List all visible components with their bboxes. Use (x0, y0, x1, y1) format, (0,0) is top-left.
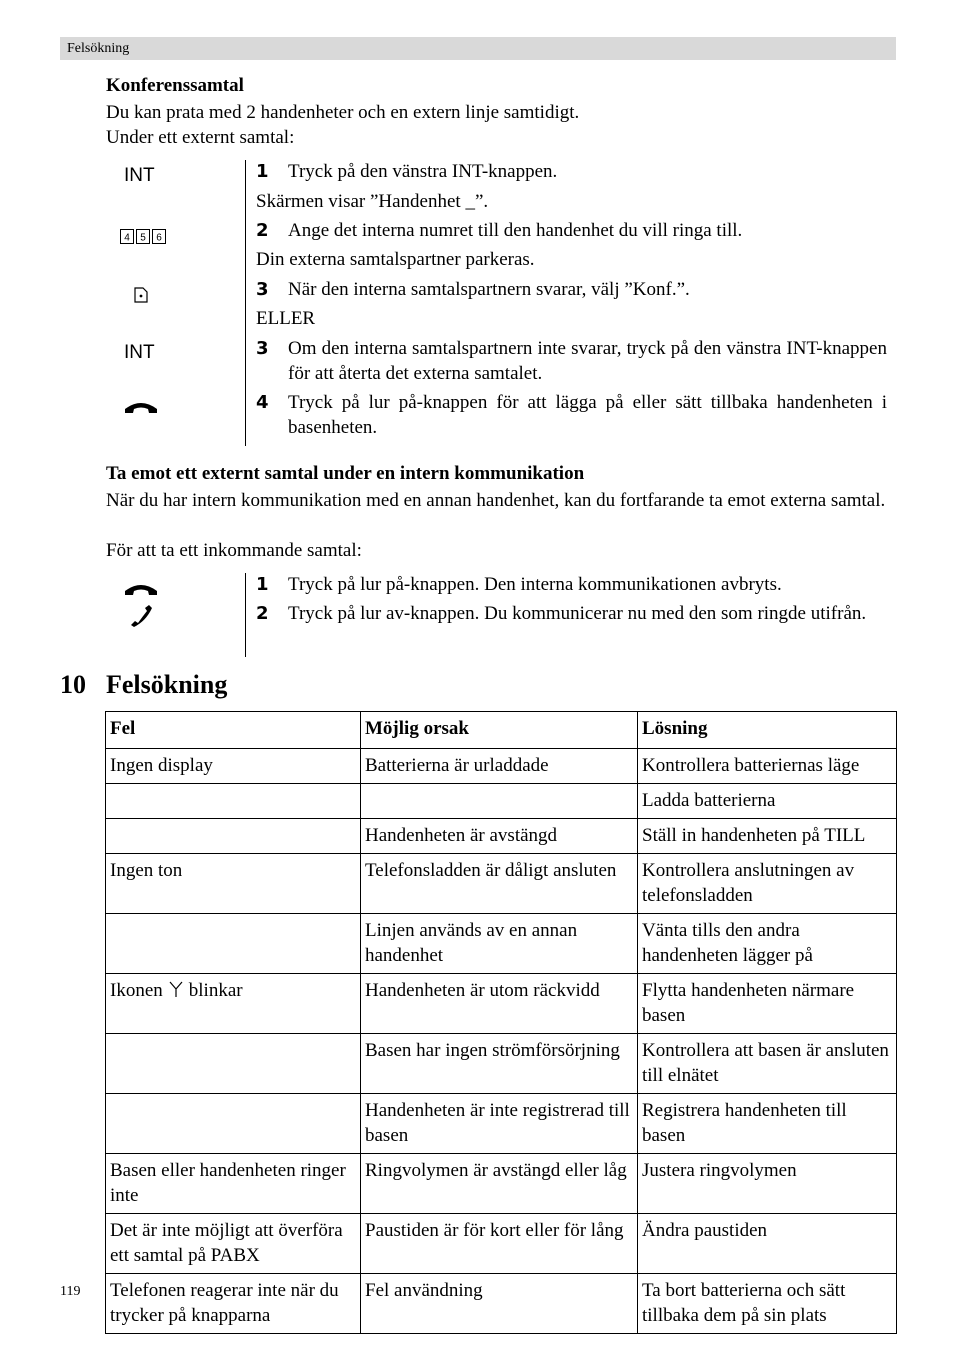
conference-step-4-text: Tryck på lur på-knappen för att lägga på eller sätt tillbaka handenheten i basenheten. (288, 392, 887, 438)
pick-up-icon (129, 605, 153, 634)
cause-cell: Handenheten är inte registrerad till basen (361, 1094, 638, 1154)
table-row (106, 1154, 897, 1214)
solution-cell: Registrera handenheten till basen (638, 1094, 897, 1154)
keypad-456-icon (120, 227, 166, 252)
solution-cell: Ladda batterierna (638, 784, 897, 819)
hang-up-icon (123, 397, 159, 422)
solution-cell: Flytta handenheten närmare basen (638, 974, 897, 1034)
fault-cell: Ingen ton (106, 854, 361, 914)
solution-cell: Ställ in handenheten på TILL (638, 819, 897, 854)
conference-heading: Konferenssamtal (106, 75, 244, 96)
table-row (106, 749, 897, 784)
conference-step-1-number: 1 (256, 161, 269, 182)
receive-step-1-number: 1 (256, 574, 269, 595)
conference-step-1-text: Tryck på den vänstra INT-knappen. (288, 161, 558, 182)
fault-cell: Basen eller handenheten ringer inte (106, 1154, 361, 1214)
table-row (106, 974, 897, 1034)
cause-cell: Telefonsladden är dåligt ansluten (361, 854, 638, 914)
solution-cell: Ändra paustiden (638, 1214, 897, 1274)
receive-step-1-text: Tryck på lur på-knappen. Den interna kommunikationen avbryts. (288, 574, 782, 595)
table-row (106, 1094, 897, 1154)
cause-cell: Linjen används av en annan handenhet (361, 914, 638, 974)
table-row (106, 914, 897, 974)
receive-intro: När du har intern kommunikation med en annan handenhet, kan du fortfarande ta emot externa samtal. (106, 490, 886, 511)
chapter-number: 10 (60, 670, 86, 699)
cause-cell: Paustiden är för kort eller för lång (361, 1214, 638, 1274)
table-row (106, 854, 897, 914)
table-header-row (106, 712, 897, 749)
fault-cell: Ingen display (106, 749, 361, 784)
solution-cell: Justera ringvolymen (638, 1154, 897, 1214)
chapter-heading (60, 668, 227, 702)
header-fault: Fel (106, 712, 361, 749)
running-header (60, 37, 896, 60)
solution-cell: Ta bort batterierna och sätt tillbaka dem på sin plats (638, 1274, 897, 1334)
table-row (106, 1274, 897, 1334)
fault-text-before: Ikonen (110, 980, 163, 1001)
or-separator: ELLER (256, 308, 316, 329)
cause-cell: Fel användning (361, 1274, 638, 1334)
keypad-key-5: 5 (140, 232, 146, 244)
table-row (106, 784, 897, 819)
receive-step-2-text: Tryck på lur av-knappen. Du kommunicerar nu med den som ringde utifrån. (288, 603, 867, 624)
header-cause: Möjlig orsak (361, 712, 638, 749)
screen-note: Skärmen visar ”Handenhet _”. (256, 191, 489, 212)
table-row (106, 1214, 897, 1274)
int-key-icon-2: INT (124, 342, 155, 363)
conference-during: Under ett externt samtal: (106, 127, 295, 148)
table-row (106, 819, 897, 854)
fault-cell (106, 1034, 361, 1094)
fault-cell: Telefonen reagerar inte när du trycker på knapparna (106, 1274, 361, 1334)
fault-cell: Det är inte möjligt att överföra ett samtal på PABX (106, 1214, 361, 1274)
fault-text-after: blinkar (188, 980, 243, 1001)
conference-step-4-number: 4 (256, 392, 269, 413)
receive-step-2-number: 2 (256, 603, 269, 624)
keypad-key-6: 6 (156, 232, 162, 244)
hang-up-icon-2 (123, 579, 159, 604)
steps-divider (245, 160, 246, 446)
solution-cell: Kontrollera anslutningen av telefonsladden (638, 854, 897, 914)
fault-cell (106, 1094, 361, 1154)
conference-step-3-text: När den interna samtalspartnern svarar, välj ”Konf.”. (288, 279, 690, 300)
parked-note: Din externa samtalspartner parkeras. (256, 249, 535, 270)
solution-cell: Kontrollera att basen är ansluten till elnätet (638, 1034, 897, 1094)
fault-cell-antenna (106, 974, 361, 1034)
receive-lead: För att ta ett inkommande samtal: (106, 540, 362, 561)
int-key-icon: INT (124, 165, 155, 186)
page-number: 119 (60, 1284, 81, 1299)
chapter-title: Felsökning (106, 670, 228, 699)
cause-cell: Handenheten är utom räckvidd (361, 974, 638, 1034)
receive-heading: Ta emot ett externt samtal under en intern kommunikation (106, 463, 585, 484)
troubleshooting-table (105, 711, 897, 1334)
header-solution: Lösning (638, 712, 897, 749)
table-row (106, 1034, 897, 1094)
keypad-key-4: 4 (124, 232, 130, 244)
antenna-icon (169, 979, 183, 995)
cause-cell: Batterierna är urladdade (361, 749, 638, 784)
receive-steps-divider (245, 573, 246, 657)
softkey-icon (134, 285, 148, 310)
solution-cell: Kontrollera batteriernas läge (638, 749, 897, 784)
cause-cell (361, 784, 638, 819)
running-header-title: Felsökning (67, 41, 130, 56)
cause-cell: Ringvolymen är avstängd eller låg (361, 1154, 638, 1214)
conference-step-3b-number: 3 (256, 338, 269, 359)
solution-cell: Vänta tills den andra handenheten lägger på (638, 914, 897, 974)
conference-step-3b-text: Om den interna samtalspartnern inte svarar, tryck på den vänstra INT-knappen för att återta det externa samtalet. (288, 338, 887, 384)
conference-step-2-text: Ange det interna numret till den handenhet du vill ringa till. (288, 220, 743, 241)
cause-cell: Handenheten är avstängd (361, 819, 638, 854)
conference-step-3-number: 3 (256, 279, 269, 300)
cause-cell: Basen har ingen strömförsörjning (361, 1034, 638, 1094)
conference-intro: Du kan prata med 2 handenheter och en extern linje samtidigt. (106, 102, 580, 123)
fault-cell (106, 914, 361, 974)
fault-cell (106, 819, 361, 854)
fault-cell (106, 784, 361, 819)
conference-step-2-number: 2 (256, 220, 269, 241)
